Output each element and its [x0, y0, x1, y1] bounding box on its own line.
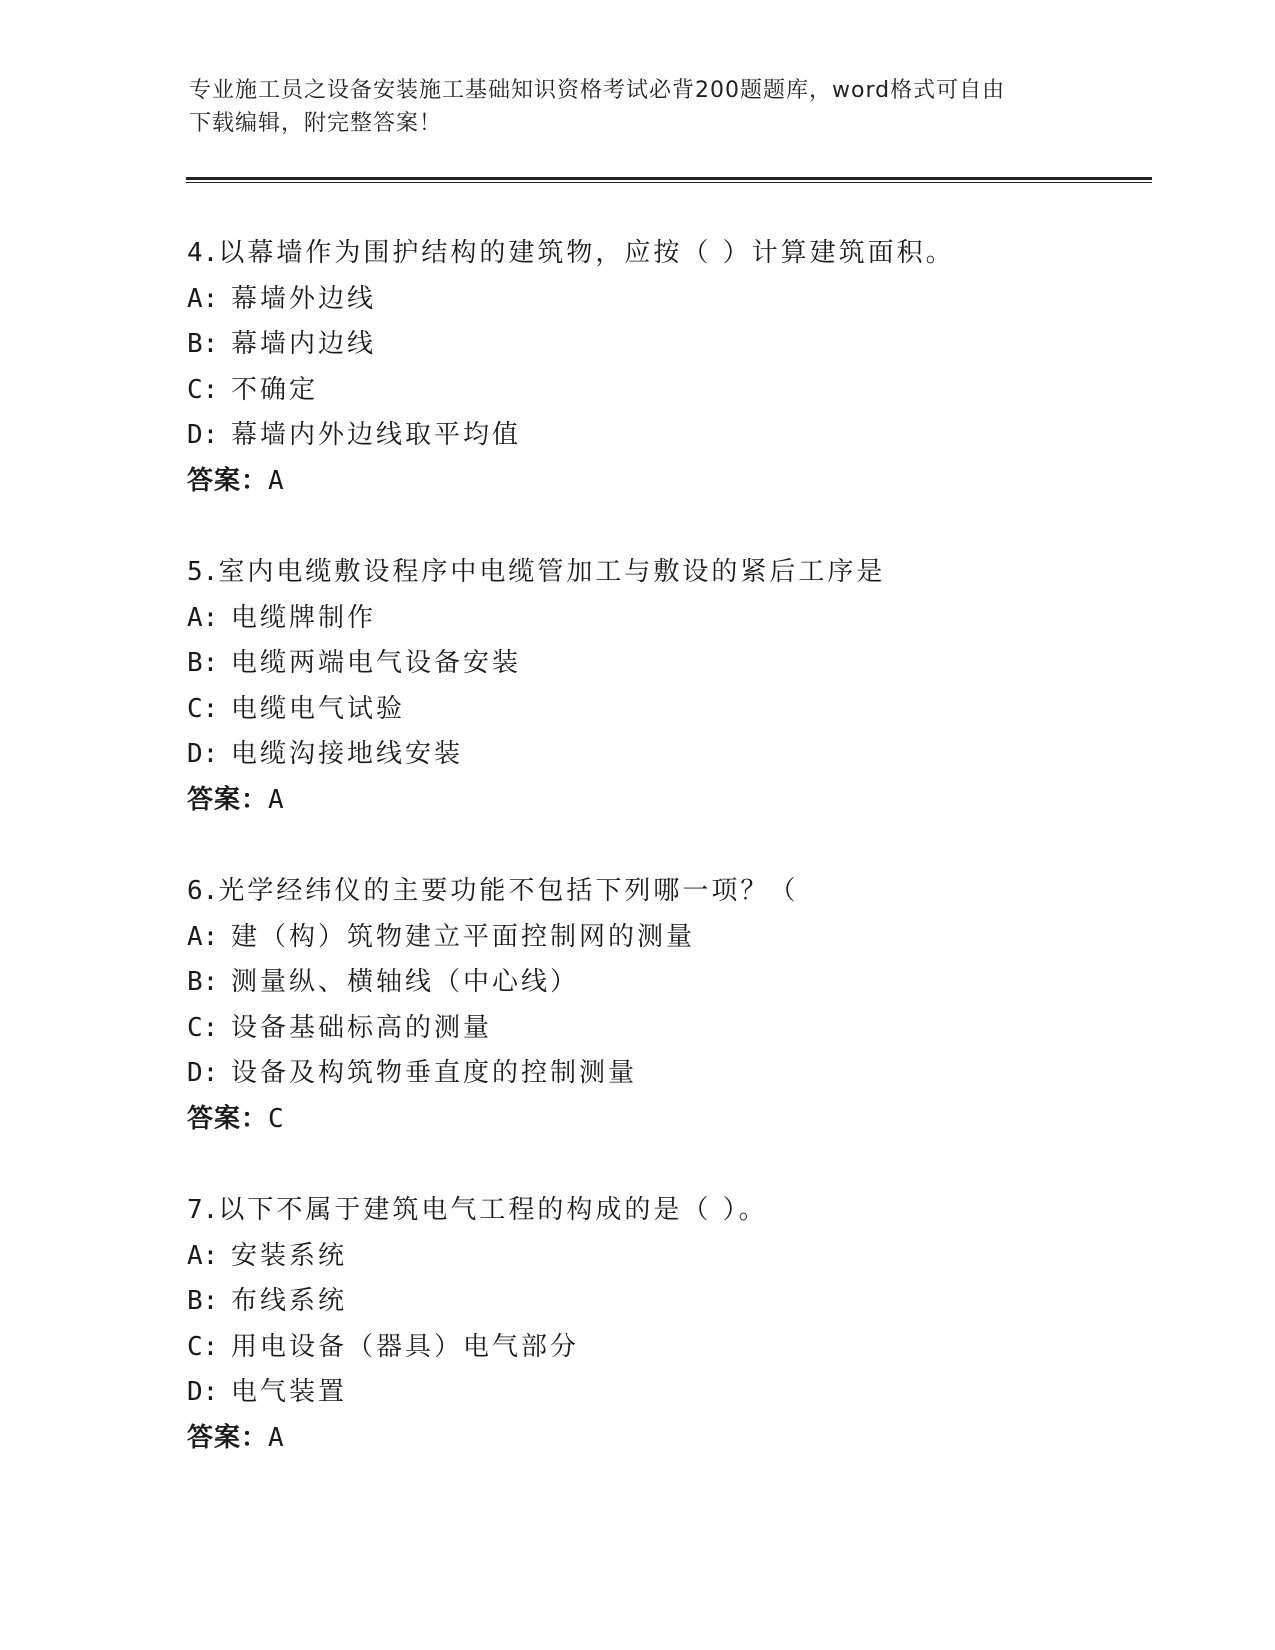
- option-b: [187, 1279, 1147, 1325]
- option-letter: D:: [187, 1377, 219, 1407]
- option-a: [187, 277, 1147, 323]
- option-letter: B:: [187, 967, 219, 997]
- question-text: 光学经纬仪的主要功能不包括下列哪一项？（: [218, 876, 799, 906]
- option-letter: B:: [187, 329, 219, 359]
- option-text: 设备及构筑物垂直度的控制测量: [231, 1058, 638, 1088]
- answer-value: C: [268, 1103, 284, 1134]
- option-letter: C:: [187, 1331, 219, 1362]
- option-b: [187, 322, 1147, 368]
- answer-value: A: [268, 465, 284, 496]
- option-letter: C:: [187, 693, 219, 724]
- header-line-1: 专业施工员之设备安装施工基础知识资格考试必背200题题库，word格式可自由: [189, 78, 1006, 103]
- option-text: 电缆牌制作: [231, 602, 377, 633]
- header-divider-thin: [186, 182, 1152, 183]
- option-c: [187, 368, 1147, 414]
- question-number: 5.: [187, 557, 219, 587]
- option-d: [187, 1051, 1147, 1097]
- option-letter: A:: [187, 602, 219, 633]
- question-number: 4.: [187, 238, 219, 268]
- answer-label: 答案：: [187, 1103, 269, 1134]
- question-text: 以下不属于建筑电气工程的构成的是（ ）。: [218, 1195, 768, 1225]
- option-c: [187, 1006, 1147, 1052]
- answer-label: 答案：: [187, 465, 269, 496]
- option-text: 电缆电气试验: [231, 693, 406, 724]
- question-number: 6.: [187, 876, 219, 906]
- question-stem: [187, 550, 1147, 596]
- question-block: [187, 550, 1147, 823]
- answer-value: A: [268, 1422, 284, 1453]
- option-text: 测量纵、横轴线（中心线）: [231, 967, 580, 997]
- answer-label: 答案：: [187, 784, 269, 815]
- question-number: 7.: [187, 1195, 219, 1225]
- question-text: 室内电缆敷设程序中电缆管加工与敷设的紧后工序是: [218, 557, 886, 587]
- option-letter: A:: [187, 283, 219, 314]
- option-d: [187, 1370, 1147, 1416]
- question-stem: [187, 231, 1147, 277]
- question-block: [187, 869, 1147, 1142]
- option-text: 设备基础标高的测量: [231, 1012, 493, 1043]
- answer-line: [187, 778, 1147, 824]
- option-text: 电缆两端电气设备安装: [231, 648, 522, 678]
- option-text: 布线系统: [231, 1286, 348, 1316]
- option-letter: B:: [187, 1286, 219, 1316]
- option-letter: B:: [187, 648, 219, 678]
- document-header: [189, 74, 1089, 140]
- answer-line: [187, 459, 1147, 505]
- question-stem: [187, 869, 1147, 915]
- option-a: [187, 915, 1147, 961]
- option-d: [187, 413, 1147, 459]
- question-stem: [187, 1188, 1147, 1234]
- option-letter: D:: [187, 1058, 219, 1088]
- option-a: [187, 1234, 1147, 1280]
- option-text: 安装系统: [231, 1240, 348, 1271]
- header-line-2: 下载编辑，附完整答案！: [189, 111, 443, 136]
- option-b: [187, 960, 1147, 1006]
- option-text: 不确定: [231, 374, 319, 405]
- answer-line: [187, 1416, 1147, 1462]
- option-text: 幕墙外边线: [231, 283, 377, 314]
- header-divider-thick: [186, 177, 1152, 180]
- option-letter: A:: [187, 921, 219, 952]
- option-letter: D:: [187, 739, 219, 769]
- option-c: [187, 1325, 1147, 1371]
- option-letter: C:: [187, 374, 219, 405]
- option-text: 电气装置: [231, 1377, 348, 1407]
- option-text: 用电设备（器具）电气部分: [231, 1331, 580, 1362]
- question-text: 以幕墙作为围护结构的建筑物，应按（ ）计算建筑面积。: [218, 238, 955, 268]
- option-c: [187, 687, 1147, 733]
- option-text: 幕墙内外边线取平均值: [231, 420, 522, 450]
- answer-value: A: [268, 784, 284, 815]
- option-letter: D:: [187, 420, 219, 450]
- question-block: [187, 1188, 1147, 1461]
- option-letter: A:: [187, 1240, 219, 1271]
- option-text: 电缆沟接地线安装: [231, 739, 464, 769]
- option-text: 幕墙内边线: [231, 329, 377, 359]
- answer-line: [187, 1097, 1147, 1143]
- answer-label: 答案：: [187, 1422, 269, 1453]
- option-d: [187, 732, 1147, 778]
- option-b: [187, 641, 1147, 687]
- question-block: [187, 231, 1147, 504]
- option-a: [187, 596, 1147, 642]
- option-text: 建（构）筑物建立平面控制网的测量: [231, 921, 696, 952]
- option-letter: C:: [187, 1012, 219, 1043]
